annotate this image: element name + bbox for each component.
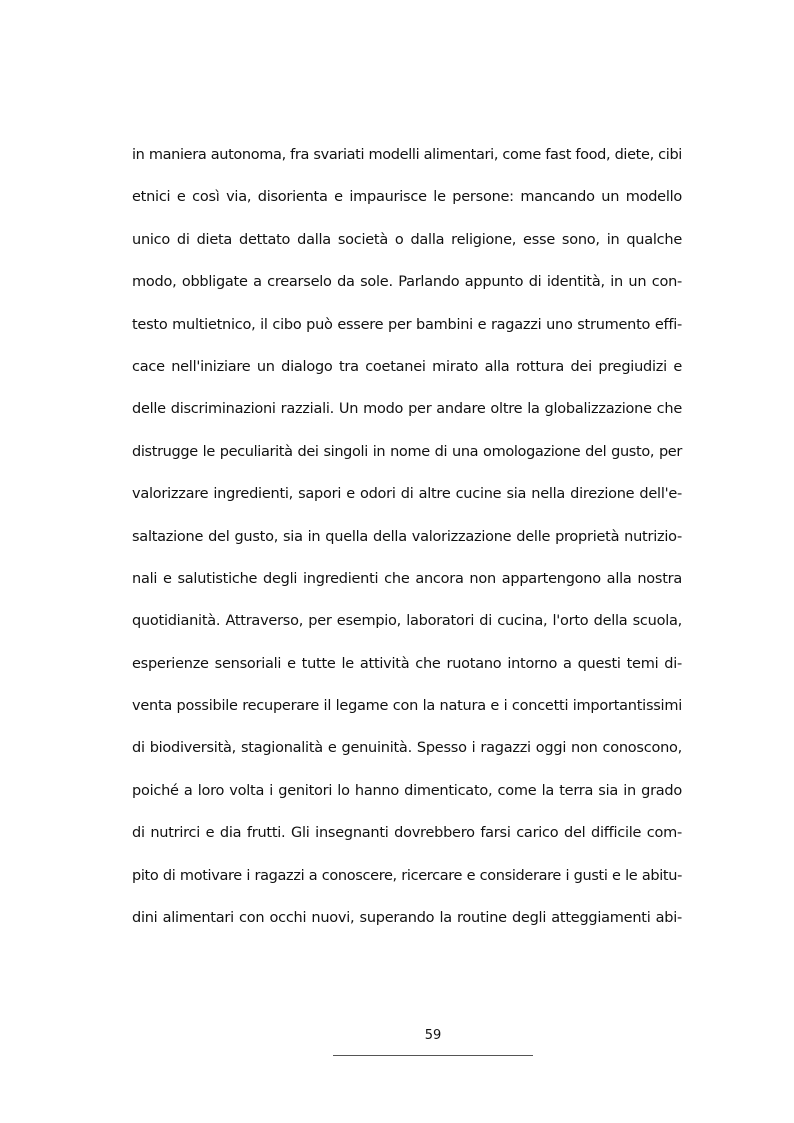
text-line: nali e salutistiche degli ingredienti che ancora non appartengono alla nostra (132, 570, 682, 587)
text-line: venta possibile recuperare il legame con la natura e i concetti importantissimi (132, 698, 682, 715)
text-line: valorizzare ingredienti, sapori e odori di altre cucine sia nella direzione dell'e- (132, 486, 682, 503)
page-number: 59 (424, 1028, 442, 1043)
text-line: testo multietnico, il cibo può essere per bambini e ragazzi uno strumento effi- (132, 316, 682, 333)
text-line: quotidianità. Attraverso, per esempio, laboratori di cucina, l'orto della scuola, (132, 613, 682, 630)
text-line: delle discriminazioni razziali. Un modo per andare oltre la globalizzazione che (132, 401, 682, 418)
footer-divider (333, 1055, 533, 1056)
body-paragraph (132, 140, 682, 945)
text-line: pito di motivare i ragazzi a conoscere, ricercare e considerare i gusti e le abitu- (132, 867, 682, 884)
text-line: poiché a loro volta i genitori lo hanno dimenticato, come la terra sia in grado (132, 782, 682, 799)
text-line: cace nell'iniziare un dialogo tra coetanei mirato alla rottura dei pregiudizi e (132, 358, 682, 375)
text-line: unico di dieta dettato dalla società o dalla religione, esse sono, in qualche (132, 231, 682, 248)
text-line: dini alimentari con occhi nuovi, superando la routine degli atteggiamenti abi- (132, 910, 682, 927)
text-line: di biodiversità, stagionalità e genuinità. Spesso i ragazzi oggi non conoscono, (132, 740, 682, 757)
text-line: distrugge le peculiarità dei singoli in nome di una omologazione del gusto, per (132, 443, 682, 460)
text-line: in maniera autonoma, fra svariati modelli alimentari, come fast food, diete, cibi (132, 147, 682, 163)
text-line: esperienze sensoriali e tutte le attività che ruotano intorno a questi temi di- (132, 655, 682, 672)
text-line: modo, obbligate a crearselo da sole. Parlando appunto di identità, in un con- (132, 274, 682, 291)
text-line: di nutrirci e dia frutti. Gli insegnanti dovrebbero farsi carico del difficile com- (132, 825, 682, 842)
text-line: saltazione del gusto, sia in quella della valorizzazione delle proprietà nutrizio- (132, 528, 682, 545)
text-line: etnici e così via, disorienta e impaurisce le persone: mancando un modello (132, 189, 682, 206)
